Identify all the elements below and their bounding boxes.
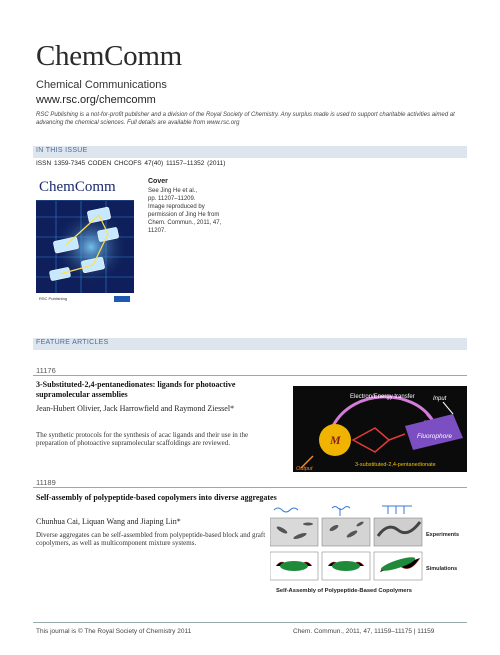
- figure-label-transfer: Electron/Energy transfer: [350, 394, 415, 400]
- cover-credit-line: See Jing He et al.,: [148, 188, 198, 194]
- cover-image-title: ChemComm: [39, 179, 116, 195]
- article-abstract: Diverse aggregates can be self-assembled from polypeptide-based block and graft copolymers, as well as multicomponent mixture systems.: [36, 531, 266, 548]
- cover-credit-line: Chem. Commun., 2011, 47, 11207.: [148, 220, 222, 234]
- cover-credit-line: permission of Jing He from: [148, 212, 220, 218]
- article-title[interactable]: 3-Substituted-2,4-pentanedionates: ligands for photoactive supramolecular assemblies: [36, 380, 236, 399]
- cover-image[interactable]: [36, 177, 134, 306]
- figure-label-simulations: Simulations: [426, 566, 458, 572]
- cover-publisher-text: RSC Publishing: [39, 296, 68, 301]
- footer-copyright: This journal is © The Royal Society of Chemistry 2011: [36, 628, 192, 635]
- figure-label-ligand: 3-substituted-2,4-pentanedionate: [355, 462, 436, 468]
- article-authors: Jean-Hubert Olivier, Jack Harrowfield and Raymond Ziessel*: [36, 404, 235, 413]
- article-divider: [33, 375, 467, 376]
- cover-label: Cover: [148, 178, 168, 185]
- cover-credit-line: pp. 11207–11209.: [148, 196, 196, 202]
- figure-label-input: Input: [433, 396, 447, 402]
- article-page-number: 11189: [36, 478, 56, 487]
- journal-url[interactable]: www.rsc.org/chemcomm: [36, 94, 156, 106]
- article-title[interactable]: Self-assembly of polypeptide-based copolymers into diverse aggregates: [36, 493, 277, 502]
- feature-articles-band: [33, 338, 467, 350]
- in-this-issue-band: [33, 146, 467, 158]
- in-this-issue-heading: IN THIS ISSUE: [36, 147, 88, 154]
- cover-masthead-strip: [36, 177, 134, 201]
- footer-citation: Chem. Commun., 2011, 47, 11159–11175 | 11159: [293, 628, 435, 635]
- feature-articles-heading: FEATURE ARTICLES: [36, 339, 109, 346]
- article-page-number: 11176: [36, 366, 56, 375]
- publisher-disclaimer: RSC Publishing is a not-for-profit publisher and a division of the Royal Society of Chemistry. Any surplus made is used to support charitable activities aimed at advancing the chemical sciences. Full details are available from www.rsc.org: [36, 112, 455, 126]
- article-graphic-photoactive: [293, 386, 467, 472]
- figure-label-experiments: Experiments: [426, 532, 460, 538]
- article-authors: Chunhua Cai, Liquan Wang and Jiaping Lin*: [36, 517, 181, 526]
- cover-credit: [148, 187, 228, 235]
- issn-line: ISSN 1359-7345 CODEN CHCOFS 47(40) 11157–11352 (2011): [36, 160, 226, 167]
- figure-label-metal: M: [330, 433, 341, 447]
- figure-label-output: Output: [296, 466, 313, 472]
- article-graphic-polypeptide: [270, 500, 466, 600]
- figure-label-fluorophore: Fluorophore: [417, 433, 453, 440]
- cover-credit-line: Image reproduced by: [148, 204, 205, 210]
- article-divider: [33, 487, 467, 488]
- journal-masthead: ChemComm: [36, 40, 182, 72]
- figure-caption: Self-Assembly of Polypeptide-Based Copolymers: [276, 588, 412, 594]
- rsc-logo-icon: [114, 296, 130, 302]
- journal-full-name: Chemical Communications: [36, 79, 167, 91]
- polypeptide-assembly-figure: [270, 500, 466, 600]
- article-abstract: The synthetic protocols for the synthesis of acac ligands and their use in the preparation of photoactive supramolecular scaffoldings are reviewed.: [36, 431, 249, 448]
- photoactive-assembly-figure: [293, 386, 467, 472]
- cover-footer-strip: [36, 293, 134, 306]
- footer-divider: [33, 622, 467, 623]
